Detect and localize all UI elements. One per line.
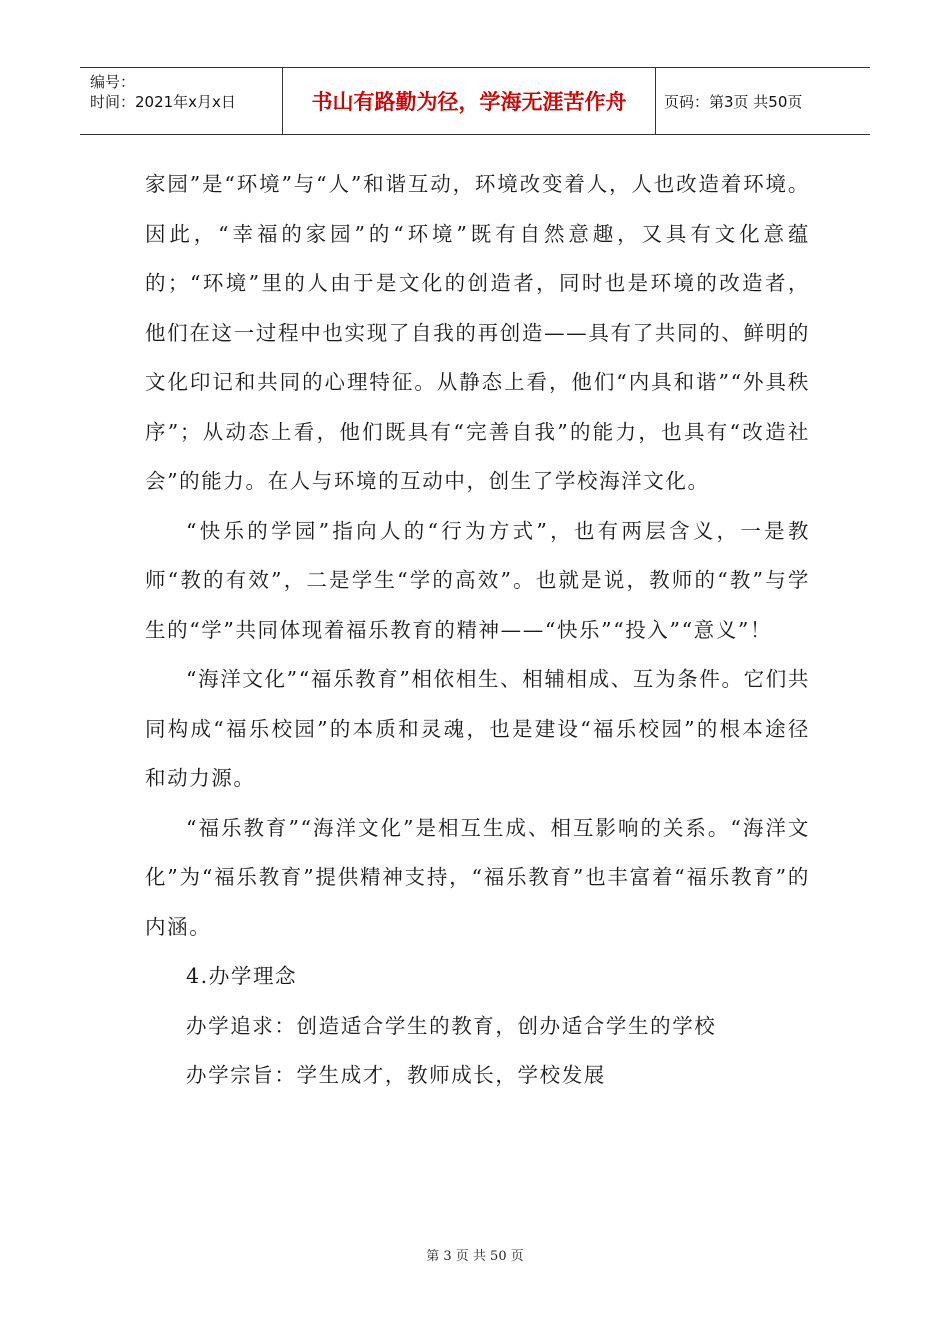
paragraph-purpose: 办学宗旨：学生成才，教师成长，学校发展 bbox=[186, 1063, 606, 1087]
paragraph-mutual-relation: “福乐教育”“海洋文化”是相互生成、相互影响的关系。“海洋文化”为“福乐教育”提供精神支持，“福乐教育”也丰富着“福乐教育”的内涵。 bbox=[145, 815, 810, 939]
paragraph-happy-school: “快乐的学园”指向人的“行为方式”，也有两层含义，一是教师“教的有效”，二是学生“学的高效”。也就是说，教师的“教”与学生的“学”共同体现着福乐教育的精神——“快乐”“投入”“意义”！ bbox=[145, 518, 810, 642]
paragraph-ocean-culture: “海洋文化”“福乐教育”相依相生、相辅相成、互为条件。它们共同构成“福乐校园”的本质和灵魂，也是建设“福乐校园”的根本途径和动力源。 bbox=[145, 667, 810, 790]
header-motto: 书山有路勤为径，学海无涯苦作舟 bbox=[283, 68, 656, 134]
section-heading-philosophy: 4.办学理念 bbox=[186, 964, 298, 988]
document-body bbox=[145, 160, 810, 1101]
page-header bbox=[80, 67, 870, 135]
header-meta bbox=[80, 68, 283, 134]
page-footer: 第 3 页 共 50 页 bbox=[426, 1249, 524, 1264]
paragraph-pursuit: 办学追求：创造适合学生的教育，创办适合学生的学校 bbox=[186, 1013, 717, 1038]
header-page-number: 页码：第3页 共50页 bbox=[664, 92, 803, 111]
document-time-label: 时间：2021年x月x日 bbox=[90, 93, 236, 111]
paragraph-continuation: 家园”是“环境”与“人”和谐互动，环境改变着人，人也改造着环境。因此，“幸福的家园”的“环境”既有自然意趣，又具有文化意蕴的；“环境”里的人由于是文化的创造者，同时也是环境的改造者，他们在这一过程中也实现了自我的再创造——具有了共同的、鲜明的文化印记和共同的心理特征。从静态上看，他们“内具和谐”“外具秩序”；从动态上看，他们既具有“完善自我”的能力，也具有“改造社会”的能力。在人与环境的互动中，创生了学校海洋文化。 bbox=[145, 172, 810, 493]
document-number-label: 编号： bbox=[90, 73, 136, 91]
